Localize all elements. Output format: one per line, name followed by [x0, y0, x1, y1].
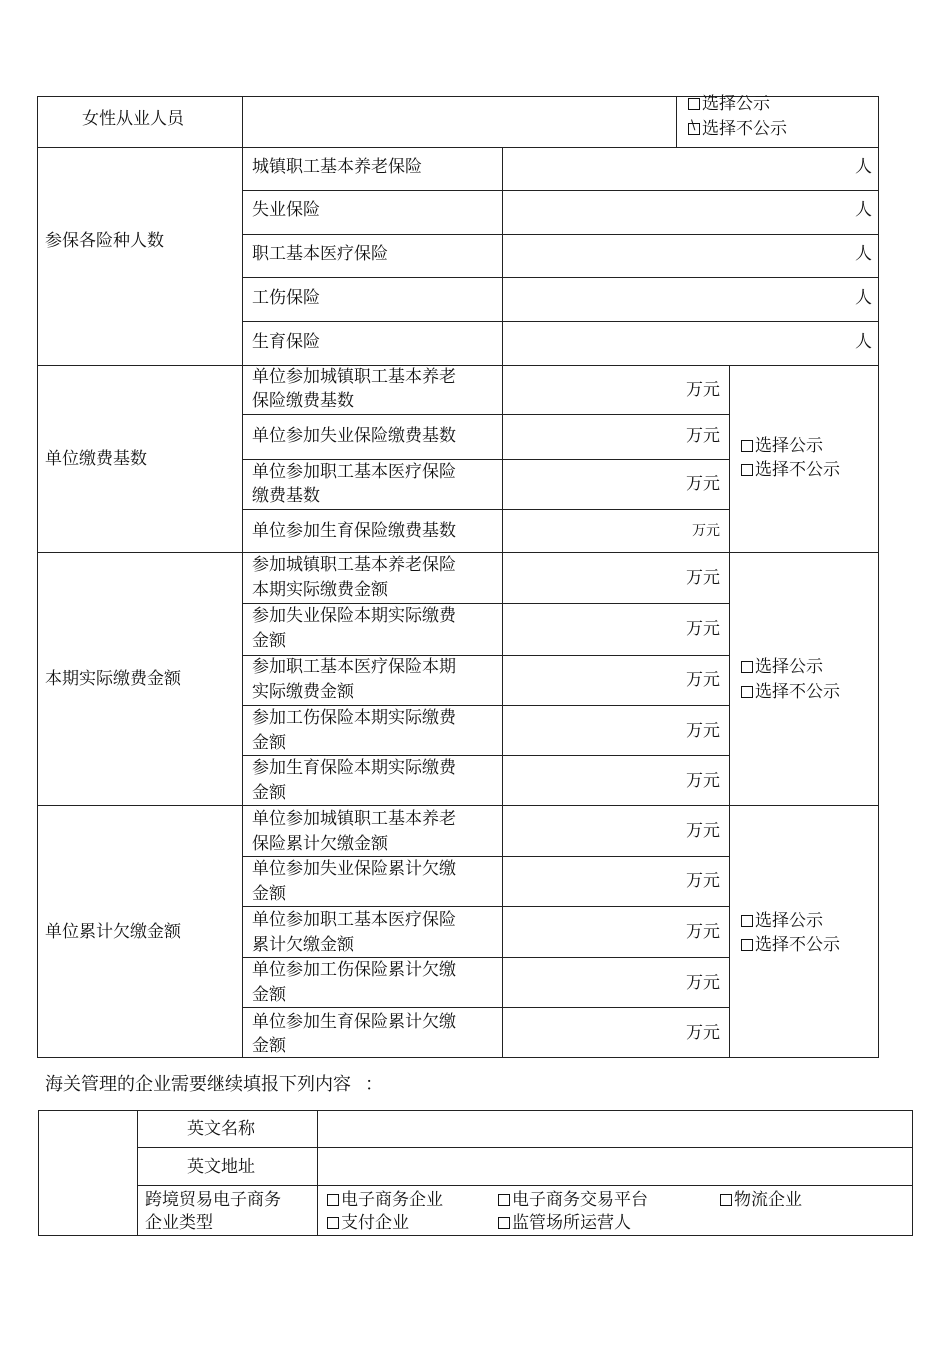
english-name-label: 英文名称: [187, 1119, 255, 1139]
paid-item-line: 参加职工基本医疗保险本期: [252, 657, 456, 677]
base-option-public[interactable]: 选择公示: [741, 434, 823, 458]
checkbox-icon[interactable]: [741, 686, 753, 698]
ecommerce-type-label: 跨境贸易电子商务: [145, 1190, 281, 1210]
arrears-unit: 万元: [686, 821, 720, 841]
paid-unit: 万元: [686, 721, 720, 741]
type-supervision-operator[interactable]: 监管场所运营人: [498, 1211, 631, 1235]
insured-item: 职工基本医疗保险: [252, 244, 388, 264]
paid-item-line: 实际缴费金额: [252, 682, 354, 702]
arrears-value-field[interactable]: [503, 857, 678, 905]
insured-item: 工伤保险: [252, 288, 320, 308]
paid-item-line: 金额: [252, 733, 286, 753]
base-item-line: 单位参加失业保险缴费基数: [252, 426, 456, 446]
base-item-line: 保险缴费基数: [252, 391, 354, 411]
paid-unit: 万元: [686, 619, 720, 639]
arrears-option-private[interactable]: 选择不公示: [741, 933, 840, 957]
base-value-field[interactable]: [503, 366, 678, 413]
type-payment[interactable]: 支付企业: [327, 1211, 409, 1235]
female-option-private[interactable]: \ 选择不公示: [688, 117, 787, 141]
arrears-value-field[interactable]: [503, 958, 678, 1006]
paid-value-field[interactable]: [503, 553, 678, 602]
arrears-value-field[interactable]: [503, 907, 678, 956]
paid-unit: 万元: [686, 771, 720, 791]
paid-unit: 万元: [686, 568, 720, 588]
arrears-item-line: 单位参加职工基本医疗保险: [252, 910, 456, 930]
female-value-field[interactable]: [243, 97, 675, 146]
insured-label: 参保各险种人数: [45, 231, 164, 251]
english-name-field[interactable]: [318, 1111, 911, 1146]
arrears-item-line: 单位参加工伤保险累计欠缴: [252, 960, 456, 980]
base-item-line: 单位参加城镇职工基本养老: [252, 367, 456, 387]
base-value-field[interactable]: [503, 460, 678, 508]
insured-item: 城镇职工基本养老保险: [252, 157, 422, 177]
insured-unit: 人: [855, 332, 872, 352]
checkbox-icon[interactable]: [720, 1194, 732, 1206]
arrears-item-line: 金额: [252, 1036, 286, 1056]
arrears-value-field[interactable]: [503, 806, 678, 855]
arrears-item-line: 单位参加城镇职工基本养老: [252, 809, 456, 829]
checkbox-icon[interactable]: [741, 464, 753, 476]
base-item-line: 单位参加职工基本医疗保险: [252, 462, 456, 482]
base-item-line: 缴费基数: [252, 486, 320, 506]
base-label: 单位缴费基数: [45, 449, 147, 469]
checkbox-checked-icon[interactable]: \: [688, 123, 700, 135]
checkbox-icon[interactable]: [498, 1217, 510, 1229]
paid-item-line: 本期实际缴费金额: [252, 580, 388, 600]
insured-unit: 人: [855, 157, 872, 177]
english-address-field[interactable]: [318, 1148, 911, 1184]
paid-item-line: 金额: [252, 631, 286, 651]
checkbox-icon[interactable]: [327, 1194, 339, 1206]
base-unit: 万元: [686, 380, 720, 400]
insured-unit: 人: [855, 244, 872, 264]
paid-value-field[interactable]: [503, 706, 678, 754]
insured-item: 生育保险: [252, 332, 320, 352]
paid-unit: 万元: [686, 670, 720, 690]
insured-unit: 人: [855, 200, 872, 220]
base-value-field[interactable]: [503, 510, 678, 551]
arrears-item-line: 金额: [252, 985, 286, 1005]
type-ecommerce-enterprise[interactable]: 电子商务企业: [327, 1188, 443, 1212]
paid-option-private[interactable]: 选择不公示: [741, 680, 840, 704]
insured-value-field[interactable]: [503, 278, 833, 320]
base-value-field[interactable]: [503, 415, 678, 458]
ecommerce-type-label: 企业类型: [145, 1213, 213, 1233]
type-logistics[interactable]: 物流企业: [720, 1188, 802, 1212]
customs-heading: 海关管理的企业需要继续填报下列内容 ：: [45, 1074, 383, 1095]
female-option-public[interactable]: 选择公示: [688, 92, 770, 116]
paid-item-line: 参加生育保险本期实际缴费: [252, 758, 456, 778]
base-option-private[interactable]: 选择不公示: [741, 458, 840, 482]
insured-value-field[interactable]: [503, 322, 833, 364]
arrears-option-public[interactable]: 选择公示: [741, 909, 823, 933]
checkbox-icon[interactable]: [688, 98, 700, 110]
paid-option-public[interactable]: 选择公示: [741, 655, 823, 679]
insured-unit: 人: [855, 288, 872, 308]
female-label: 女性从业人员: [82, 109, 184, 129]
arrears-value-field[interactable]: [503, 1008, 678, 1056]
arrears-item-line: 单位参加生育保险累计欠缴: [252, 1012, 456, 1032]
arrears-unit: 万元: [686, 973, 720, 993]
insured-value-field[interactable]: [503, 235, 833, 277]
base-unit: 万元: [692, 523, 720, 539]
checkbox-icon[interactable]: [741, 440, 753, 452]
checkbox-icon[interactable]: [741, 915, 753, 927]
insured-value-field[interactable]: [503, 191, 833, 233]
paid-value-field[interactable]: [503, 604, 678, 654]
base-unit: 万元: [686, 474, 720, 494]
arrears-label: 单位累计欠缴金额: [45, 922, 181, 942]
arrears-item-line: 保险累计欠缴金额: [252, 834, 388, 854]
paid-value-field[interactable]: [503, 756, 678, 804]
insured-value-field[interactable]: [503, 148, 833, 190]
arrears-unit: 万元: [686, 1023, 720, 1043]
checkbox-icon[interactable]: [741, 661, 753, 673]
paid-value-field[interactable]: [503, 656, 678, 704]
paid-item-line: 参加城镇职工基本养老保险: [252, 555, 456, 575]
paid-item-line: 参加工伤保险本期实际缴费: [252, 708, 456, 728]
insured-item: 失业保险: [252, 200, 320, 220]
arrears-unit: 万元: [686, 922, 720, 942]
arrears-item-line: 金额: [252, 884, 286, 904]
checkbox-icon[interactable]: [741, 939, 753, 951]
english-address-label: 英文地址: [187, 1157, 255, 1177]
type-ecommerce-platform[interactable]: 电子商务交易平台: [498, 1188, 648, 1212]
paid-item-line: 参加失业保险本期实际缴费: [252, 606, 456, 626]
arrears-item-line: 累计欠缴金额: [252, 935, 354, 955]
checkbox-icon[interactable]: [327, 1217, 339, 1229]
arrears-unit: 万元: [686, 871, 720, 891]
checkbox-icon[interactable]: [498, 1194, 510, 1206]
base-unit: 万元: [686, 426, 720, 446]
base-item-line: 单位参加生育保险缴费基数: [252, 521, 456, 541]
paid-item-line: 金额: [252, 783, 286, 803]
arrears-item-line: 单位参加失业保险累计欠缴: [252, 859, 456, 879]
paid-label: 本期实际缴费金额: [45, 669, 181, 689]
